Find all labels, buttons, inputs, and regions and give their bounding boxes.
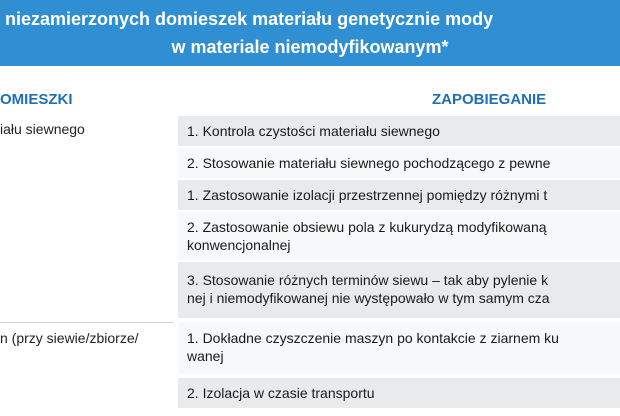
row-line: 1. Zastosowanie izolacji przestrzennej pomiędzy różnymi t xyxy=(187,187,548,203)
row-line: wanej xyxy=(187,348,224,364)
row-line: 1. Kontrola czystości materiału siewnego xyxy=(187,123,440,139)
right-column xyxy=(178,116,620,416)
header-zapobieganie: ZAPOBIEGANIE xyxy=(432,91,547,108)
row-line: nej i niemodyfikowanej nie występowało w tym samym cza xyxy=(187,290,550,306)
table-row xyxy=(178,212,620,260)
header-domieszki: OMIESZKI xyxy=(0,91,73,108)
table-row xyxy=(178,322,620,374)
row-line: 2. Zastosowanie obsiewu pola z kukurydzą modyfikowaną xyxy=(187,219,547,235)
title-line-1: niezamierzonych domieszek materiału genetycznie mody xyxy=(5,9,494,29)
table-row xyxy=(178,378,620,408)
row-line: 3. Stosowanie różnych terminów siewu – tak aby pylenie k xyxy=(187,272,549,288)
table-row xyxy=(178,262,620,318)
table-title-banner xyxy=(0,0,620,66)
left-cell-material-siewny: iału siewnego xyxy=(0,121,85,137)
left-column xyxy=(0,116,174,416)
row-line: konwencjonalnej xyxy=(187,237,291,253)
table-row xyxy=(178,116,620,146)
left-cell-maszyny: n (przy siewie/zbiorze/ xyxy=(0,330,139,346)
row-line: 1. Dokładne czyszczenie maszyn po kontakcie z ziarnem ku xyxy=(187,330,559,346)
column-header-row xyxy=(0,66,620,112)
table-row xyxy=(178,180,620,210)
row-line: 2. Izolacja w czasie transportu xyxy=(187,385,375,401)
table-row xyxy=(178,148,620,178)
left-separator xyxy=(0,322,174,323)
title-line-2: w materiale niemodyfikowanym* xyxy=(171,37,449,57)
row-line: 2. Stosowanie materiału siewnego pochodzącego z pewne xyxy=(187,155,551,171)
